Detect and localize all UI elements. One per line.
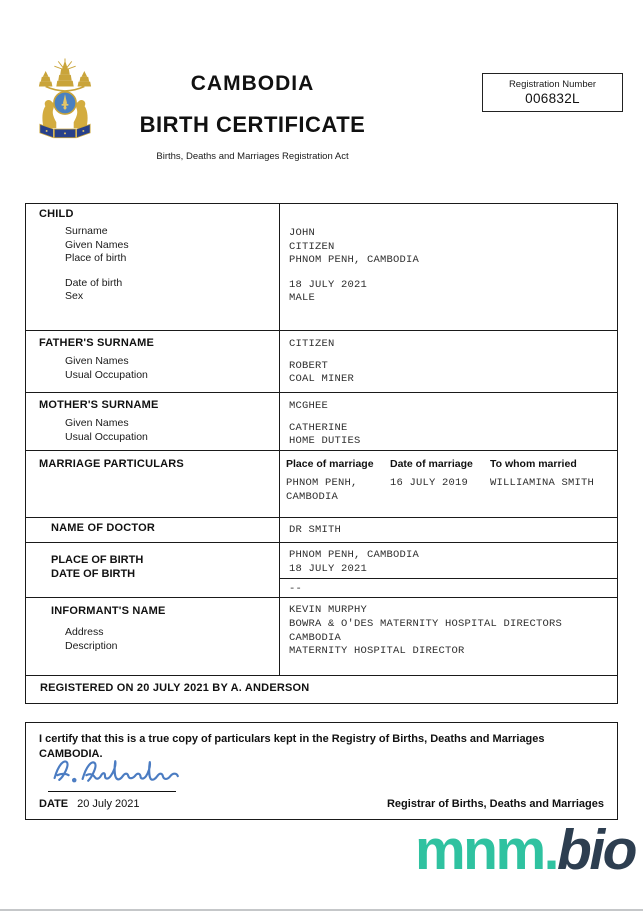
- brand-logo: [414, 818, 635, 882]
- bottom-divider: [0, 909, 643, 911]
- registrar-signature: [44, 750, 194, 792]
- section-informant: [26, 598, 617, 676]
- section-birth: [26, 543, 617, 598]
- place-of-birth-title: PLACE OF BIRTH: [51, 554, 144, 566]
- date-of-birth-title: DATE OF BIRTH: [51, 568, 136, 580]
- to-whom-married-value: WILLIAMINA SMITH: [490, 477, 595, 489]
- mother-occupation-value: HOME DUTIES: [289, 435, 361, 447]
- father-surname-value: CITIZEN: [289, 338, 335, 350]
- brand-logo-primary: mnm.: [414, 818, 558, 882]
- registrar-title: Registrar of Births, Deaths and Marriages: [386, 798, 604, 810]
- place-of-marriage-label: Place of marriage: [286, 458, 374, 470]
- brand-logo-secondary: bio: [557, 818, 635, 882]
- child-date-of-birth-value: 18 JULY 2021: [289, 278, 368, 291]
- informant-description-value: MATERNITY HOSPITAL DIRECTOR: [289, 645, 465, 658]
- mother-given-names-value: CATHERINE: [289, 421, 348, 434]
- date-of-marriage-value: 16 JULY 2019: [390, 477, 469, 489]
- child-sex-value: MALE: [289, 292, 316, 304]
- informant-address-value: CAMBODIA: [289, 631, 342, 644]
- section-child: [26, 204, 617, 331]
- doctor-section-title: NAME OF DOCTOR: [51, 522, 156, 534]
- registration-number-value: 006832L: [525, 91, 580, 106]
- mother-occupation-label: Usual Occupation: [65, 430, 148, 443]
- title-block: [110, 72, 395, 162]
- birth-date-value: 18 JULY 2021: [289, 562, 368, 575]
- certificate-table: [25, 203, 618, 704]
- mother-given-names-label: Given Names: [65, 417, 129, 429]
- child-surname-value: JOHN: [289, 227, 316, 239]
- signature-line: [48, 791, 176, 792]
- doctor-name-value: DR SMITH: [289, 524, 342, 536]
- section-marriage: [26, 451, 617, 518]
- document-title: BIRTH CERTIFICATE: [139, 112, 366, 137]
- mother-surname-value: MCGHEE: [289, 400, 329, 412]
- father-given-names-value: ROBERT: [289, 359, 329, 372]
- section-mother: [26, 393, 617, 451]
- registered-statement: REGISTERED ON 20 JULY 2021 BY A. ANDERSON: [40, 682, 310, 694]
- child-given-names-value: CITIZEN: [289, 240, 335, 253]
- mother-section-title: MOTHER'S SURNAME: [39, 399, 159, 411]
- child-place-of-birth-value: PHNOM PENH, CAMBODIA: [289, 254, 420, 266]
- date-value: 20 July 2021: [77, 798, 140, 810]
- place-of-marriage-value: PHNOM PENH, CAMBODIA: [286, 477, 358, 503]
- child-surname-label: Surname: [65, 225, 108, 237]
- informant-address-label: Address: [65, 626, 104, 638]
- informant-organisation-value: BOWRA & O'DES MATERNITY HOSPITAL DIRECTORS: [289, 617, 563, 630]
- child-place-of-birth-label: Place of birth: [65, 252, 127, 264]
- marriage-section-title: MARRIAGE PARTICULARS: [39, 458, 184, 470]
- date-label: DATE: [39, 798, 69, 810]
- child-given-names-label: Given Names: [65, 238, 129, 251]
- father-occupation-value: COAL MINER: [289, 373, 355, 385]
- country-title: CAMBODIA: [190, 72, 315, 95]
- section-father: [26, 331, 617, 393]
- cambodia-coat-of-arms-icon: [36, 56, 94, 146]
- informant-name-value: KEVIN MURPHY: [289, 604, 368, 616]
- act-subtitle: Births, Deaths and Marriages Registration Act: [156, 151, 349, 162]
- birth-extra-value: --: [289, 583, 303, 595]
- child-sex-label: Sex: [65, 290, 84, 302]
- section-doctor: [26, 518, 617, 543]
- informant-description-label: Description: [65, 639, 118, 652]
- certification-box: [25, 722, 618, 820]
- date-of-marriage-label: Date of marriage: [390, 458, 473, 470]
- father-occupation-label: Usual Occupation: [65, 368, 148, 381]
- to-whom-married-label: To whom married: [490, 458, 577, 470]
- father-section-title: FATHER'S SURNAME: [39, 337, 155, 349]
- birth-place-value: PHNOM PENH, CAMBODIA: [289, 549, 420, 561]
- informant-section-title: INFORMANT'S NAME: [51, 605, 166, 617]
- certification-statement: I certify that this is a true copy of particulars kept in the Registry of Births, Deaths and Marriages CAMBODIA.: [39, 733, 545, 760]
- registration-number-box: [482, 73, 623, 112]
- registration-number-label: Registration Number: [508, 79, 597, 90]
- child-section-title: CHILD: [39, 208, 74, 220]
- father-given-names-label: Given Names: [65, 355, 129, 367]
- section-registered: [26, 676, 617, 703]
- child-date-of-birth-label: Date of birth: [65, 276, 123, 289]
